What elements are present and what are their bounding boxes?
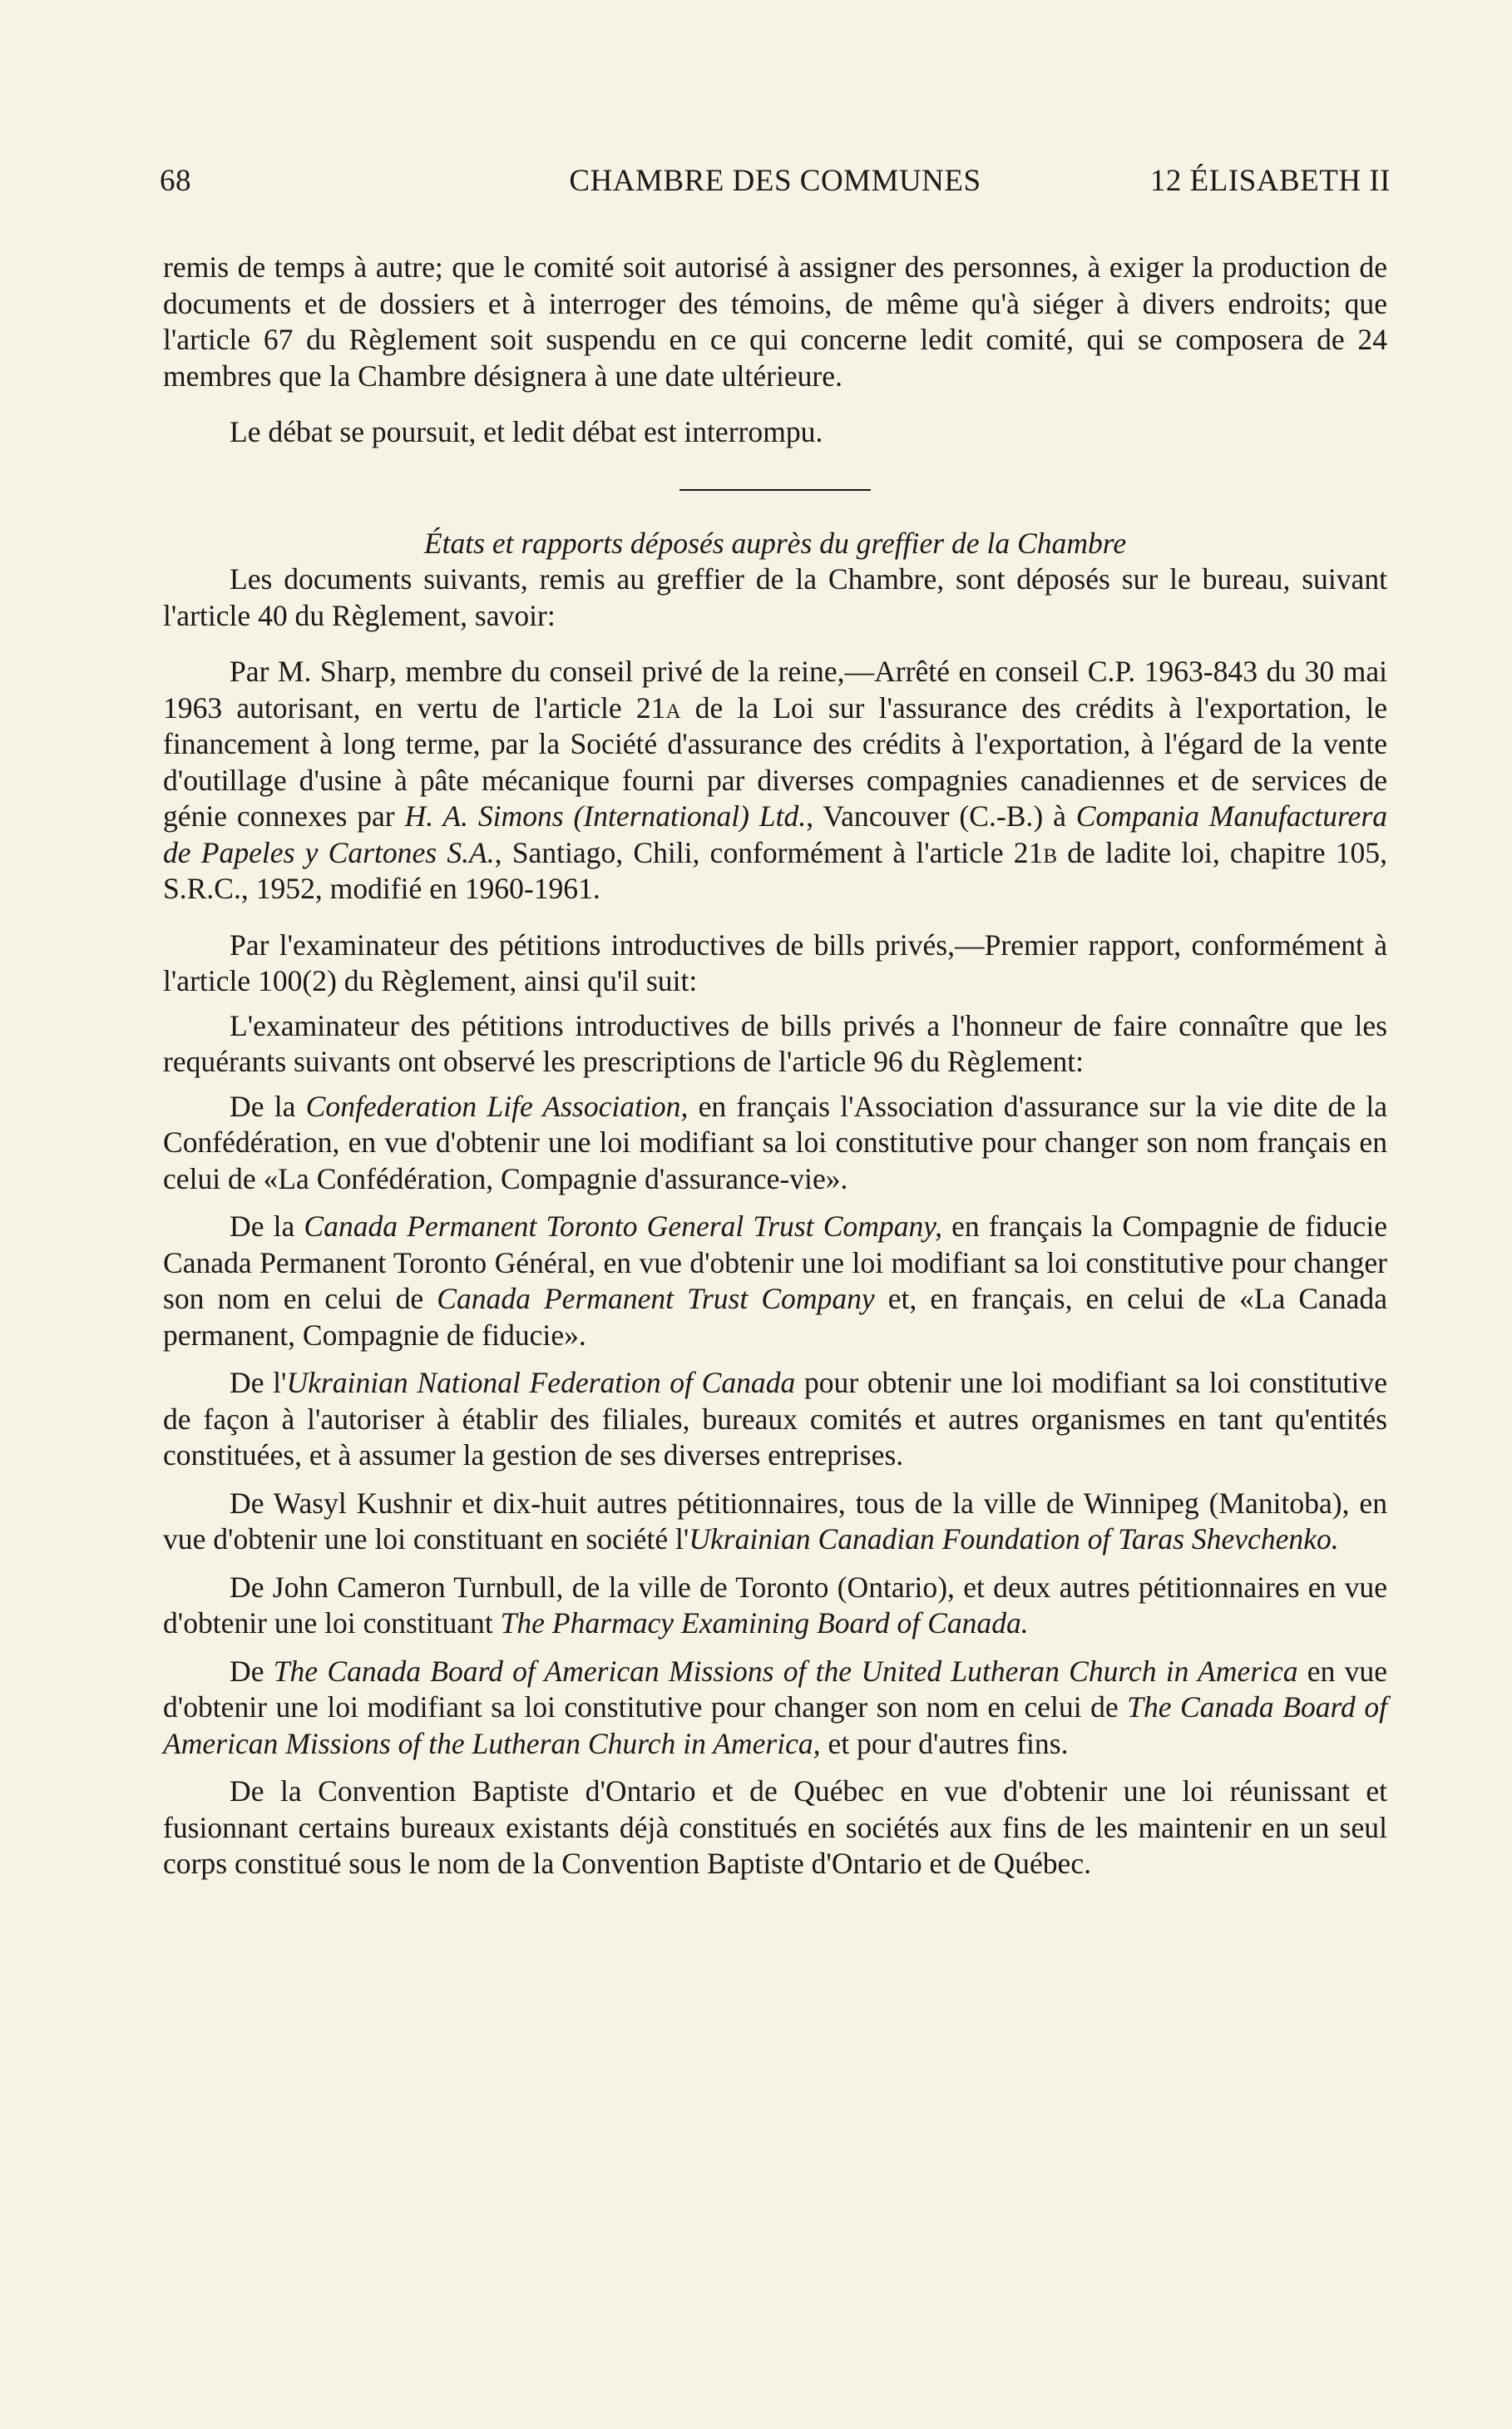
paragraph-examiner-report: Par l'examinateur des pétitions introductives de bills privés,—Premier rapport, conformément à l'article 100(2) du Règlement, ainsi qu'il suit: <box>163 928 1387 997</box>
regnal-year: 12 ÉLISABETH II <box>1149 164 1391 198</box>
paragraph-debate: Le débat se poursuit, et ledit débat est interrompu. <box>230 415 823 448</box>
section-divider <box>679 489 871 491</box>
paragraph-continuation: remis de temps à autre; que le comité soit autorisé à assigner des personnes, à exiger la production de documents et de dossiers et à interroger des témoins, de même qu'à siéger à divers endroits; que l'article 67 du Règlement soit suspendu en ce qui concerne ledit comité, qui se composera de 24 membres que la Chambre désignera à une date ultérieure. <box>163 250 1387 393</box>
petition-confederation-life: De la Confederation Life Association, en français l'Association d'assurance sur la vie dite de la Confédération, en vue d'obtenir une loi modifiant sa loi constitutive pour changer son nom français en celui de «La Confédération, Compagnie d'assurance-vie». <box>163 1089 1387 1195</box>
page-body <box>163 250 1387 1882</box>
section-heading: États et rapports déposés auprès du greffier de la Chambre <box>423 526 1127 560</box>
petition-baptist-convention: De la Convention Baptiste d'Ontario et de Québec en vue d'obtenir une loi réunissant et fusionnant certains bureaux existants déjà constitués en sociétés aux fins de les maintenir en un seul corps constitué sous le nom de la Convention Baptiste d'Ontario et de Québec. <box>163 1774 1387 1880</box>
petition-canada-permanent: De la Canada Permanent Toronto General Trust Company, en français la Compagnie de fiducie Canada Permanent Toronto Général, en vue d'obtenir une loi modifiant sa loi constitutive pour changer son nom en celui de Canada Permanent Trust Company et, en français, en celui de «La Canada permanent, Compagnie de fiducie». <box>163 1210 1388 1352</box>
petition-kushnir: De Wasyl Kushnir et dix-huit autres pétitionnaires, tous de la ville de Winnipeg (Manitoba), en vue d'obtenir une loi constituant en société l'Ukrainian Canadian Foundation of Taras Shevchenko. <box>163 1486 1387 1556</box>
petition-turnbull: De John Cameron Turnbull, de la ville de Toronto (Ontario), et deux autres pétitionnaires en vue d'obtenir une loi constituant The Pharmacy Examining Board of Canada. <box>163 1570 1387 1640</box>
running-title: CHAMBRE DES COMMUNES <box>569 164 981 198</box>
paragraph-examiner-honour: L'examinateur des pétitions introductives de bills privés a l'honneur de faire connaître que les requérants suivants ont observé les prescriptions de l'article 96 du Règlement: <box>163 1008 1387 1078</box>
page-header <box>160 163 1391 206</box>
petition-ukrainian-federation: De l'Ukrainian National Federation of Canada pour obtenir une loi modifiant sa loi constitutive de façon à l'autoriser à établir des filiales, bureaux comités et autres organismes en tant qu'entités constituées, et à assumer la gestion de ses diverses entreprises. <box>163 1366 1387 1472</box>
petition-lutheran-church: De The Canada Board of American Missions of the United Lutheran Church in America en vue d'obtenir une loi modifiant sa loi constitutive pour changer son nom en celui de The Canada Board of American Missions of the Lutheran Church in America, et pour d'autres fins. <box>163 1654 1388 1760</box>
paragraph-documents-intro: Les documents suivants, remis au greffier de la Chambre, sont déposés sur le bureau, suivant l'article 40 du Règlement, savoir: <box>163 562 1387 632</box>
page-number: 68 <box>160 164 191 198</box>
paragraph-sharp-order: Par M. Sharp, membre du conseil privé de la reine,—Arrêté en conseil C.P. 1963-843 du 30 mai 1963 autorisant, en vertu de l'article 21a de la Loi sur l'assurance des crédits à l'exportation, le financement à long terme, par la Société d'assurance des crédits à l'exportation, à l'égard de la vente d'outillage d'usine à pâte mécanique fourni par diverses compagnies canadiennes et de services de génie connexes par H. A. Simons (International) Ltd., Vancouver (C.-B.) à Compania Manufacturera de Papeles y Cartones S.A., Santiago, Chili, conformément à l'article 21b de ladite loi, chapitre 105, S.R.C., 1952, modifié en 1960-1961. <box>163 655 1387 905</box>
